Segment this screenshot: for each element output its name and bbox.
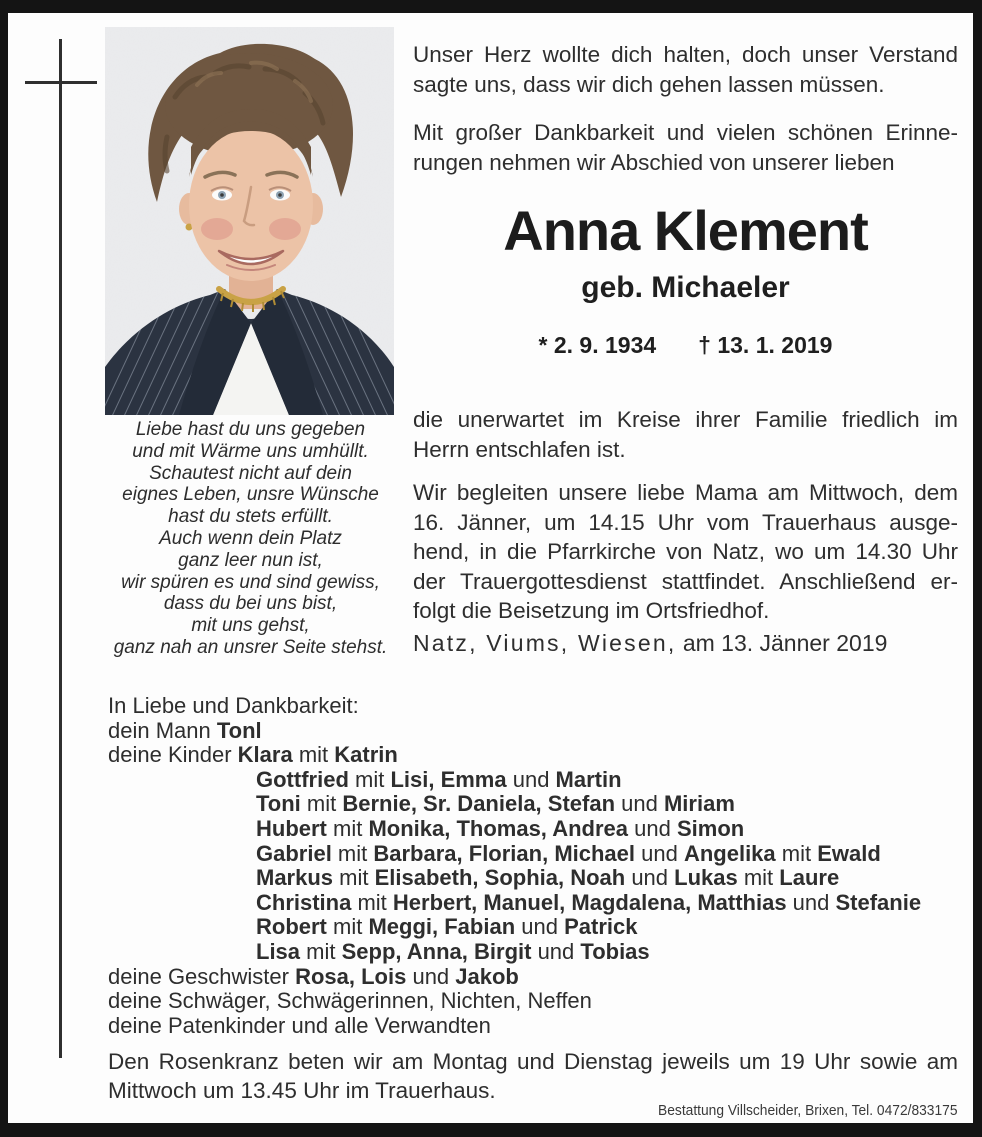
text-line: Mittwoch um 13.45 Uhr im Trauerhaus.: [108, 1078, 496, 1103]
family-line: [108, 719, 968, 744]
text-line: wir spüren es und sind gewiss,: [121, 571, 380, 593]
family-relation-text: mit: [351, 889, 393, 915]
family-member-name: Stefanie: [835, 889, 922, 915]
family-relation-text: deine Kinder: [108, 742, 238, 768]
family-line: [108, 866, 968, 891]
family-member-name: Miriam: [663, 791, 735, 817]
family-member-name: Meggi, Fabian: [368, 914, 516, 940]
place-date-line: [413, 630, 958, 657]
memorial-poem: [78, 419, 423, 659]
text-line: eignes Leben, unsre Wünsche: [122, 484, 379, 506]
family-member-name: Jakob: [455, 963, 519, 989]
date-text: am 13. Jänner 2019: [682, 630, 888, 656]
family-line: [108, 743, 968, 768]
text-line: Unser Herz wollte dich halten, doch unser Verstand: [413, 42, 958, 67]
family-member-name: Elisabeth, Sophia, Noah: [374, 865, 626, 891]
text-line: dass du bei uns bist,: [163, 593, 338, 615]
family-member-name: Katrin: [334, 742, 398, 768]
family-member-name: Patrick: [564, 914, 638, 940]
family-line: [108, 842, 968, 867]
text-line: ganz leer nun ist,: [178, 549, 323, 571]
text-line: Wir begleiten unsere liebe Mama am Mittwoch, dem: [413, 480, 958, 505]
family-member-name: Monika, Thomas, Andrea: [368, 815, 629, 841]
family-member-name: Ewald: [817, 840, 881, 866]
family-line: [108, 768, 968, 793]
family-member-name: Christina: [256, 889, 352, 915]
obituary-card: [8, 13, 973, 1123]
family-member-name: Angelika: [683, 840, 776, 866]
family-relation-text: und: [406, 963, 456, 989]
family-heading: In Liebe und Dankbarkeit:: [108, 693, 359, 718]
family-relation-text: deine Geschwister: [108, 963, 296, 989]
family-relation-text: mit: [326, 914, 369, 940]
family-member-name: Laure: [779, 865, 840, 891]
family-relation-text: mit: [300, 938, 342, 964]
text-line: rungen nehmen wir Abschied von unserer lieben: [413, 149, 895, 175]
maiden-name: geb. Michaeler: [581, 271, 790, 304]
family-relation-text: und: [625, 865, 675, 891]
family-member-name: Hubert: [256, 815, 327, 841]
family-member-name: Klara: [237, 742, 293, 768]
text-line: hast du stets erfüllt.: [168, 506, 333, 528]
family-relation-text: mit: [331, 840, 374, 866]
family-member-name: Tonl: [216, 717, 262, 743]
family-line: [108, 940, 968, 965]
family-member-name: Bernie, Sr. Daniela, Stefan: [342, 791, 616, 817]
death-date: † 13. 1. 2019: [698, 332, 833, 358]
funeral-info-paragraph: [413, 478, 958, 626]
text-line: Auch wenn dein Platz: [159, 527, 342, 549]
family-member-name: Sepp, Anna, Birgit: [341, 938, 532, 964]
family-list: [108, 694, 968, 1038]
cross-vertical-bar: [59, 39, 62, 1058]
family-line: [108, 965, 968, 990]
family-relation-text: mit: [737, 865, 780, 891]
family-member-name: Toni: [256, 791, 301, 817]
family-relation-text: dein Mann: [108, 717, 217, 743]
family-relation-text: deine Schwäger, Schwägerinnen, Nichten, Neffen: [108, 988, 592, 1014]
family-line: [108, 817, 968, 842]
text-line: folgt die Beisetzung im Ortsfriedhof.: [413, 598, 770, 623]
family-relation-text: und: [628, 815, 677, 841]
places-text: Natz, Viums, Wiesen,: [413, 630, 677, 656]
text-line: ganz nah an unsrer Seite stehst.: [113, 636, 388, 658]
rosary-paragraph: [108, 1047, 958, 1105]
family-member-name: Martin: [555, 766, 622, 792]
family-member-name: Simon: [676, 815, 745, 841]
intro-paragraph-1: [413, 40, 958, 99]
cross-horizontal-bar: [25, 81, 97, 84]
family-member-name: Markus: [256, 865, 334, 891]
text-line: mit uns gehst,: [191, 615, 310, 637]
family-member-name: Robert: [256, 914, 327, 940]
text-line: 16. Jänner, um 14.15 Uhr vom Trauerhaus ausge-: [413, 509, 958, 535]
family-relation-text: und: [635, 840, 684, 866]
family-line: [108, 1014, 968, 1039]
text-line: Herrn entschlafen ist.: [413, 436, 626, 462]
family-line: [108, 792, 968, 817]
deceased-name: Anna Klement: [503, 199, 868, 262]
family-line: [108, 891, 968, 916]
family-relation-text: mit: [775, 840, 818, 866]
text-line: Mit großer Dankbarkeit und vielen schönen Erinne-: [413, 120, 958, 145]
family-member-name: Gabriel: [256, 840, 332, 866]
family-relation-text: und: [615, 791, 664, 817]
text-line: der Trauergottesdienst stattfindet. Anschließend er-: [413, 568, 958, 594]
family-relation-text: mit: [348, 766, 391, 792]
text-line: und mit Wärme uns umhüllt.: [132, 440, 369, 462]
text-line: Den Rosenkranz beten wir am Montag und Dienstag jeweils um 19 Uhr sowie am: [108, 1049, 958, 1074]
funeral-home-credit: Bestattung Villscheider, Brixen, Tel. 0472/833175: [658, 1102, 958, 1119]
text-line: Schautest nicht auf dein: [149, 462, 352, 484]
portrait-photo: [105, 27, 394, 415]
family-member-name: Herbert, Manuel, Magdalena, Matthias: [392, 889, 787, 915]
family-member-name: Lisi, Emma: [390, 766, 507, 792]
birth-date: * 2. 9. 1934: [538, 332, 657, 358]
family-relation-text: deine Patenkinder und alle Verwandten: [108, 1012, 491, 1038]
family-member-name: Barbara, Florian, Michael: [373, 840, 636, 866]
family-relation-text: mit: [300, 791, 343, 817]
family-member-name: Tobias: [580, 938, 650, 964]
family-relation-text: und: [506, 766, 556, 792]
family-relation-text: und: [531, 938, 581, 964]
text-line: hend, in die Pfarrkirche von Natz, wo um 14.30 Uhr: [413, 539, 958, 564]
family-relation-text: und: [515, 914, 565, 940]
family-relation-text: mit: [333, 865, 375, 891]
family-relation-text: mit: [326, 815, 369, 841]
text-line: sagte uns, dass wir dich gehen lassen müssen.: [413, 71, 885, 97]
intro-paragraph-2: [413, 118, 958, 177]
family-line: [108, 915, 968, 940]
text-line: Liebe hast du uns gegeben: [135, 419, 366, 440]
death-paragraph: [413, 405, 958, 464]
family-member-name: Rosa, Lois: [295, 963, 407, 989]
text-line: die unerwartet im Kreise ihrer Familie friedlich im: [413, 407, 958, 432]
family-line: [108, 989, 968, 1014]
life-dates: [413, 332, 958, 359]
family-member-name: Lukas: [674, 865, 738, 891]
family-relation-text: mit: [292, 742, 335, 768]
family-relation-text: und: [786, 889, 836, 915]
family-member-name: Gottfried: [256, 766, 349, 792]
family-member-name: Lisa: [256, 938, 301, 964]
